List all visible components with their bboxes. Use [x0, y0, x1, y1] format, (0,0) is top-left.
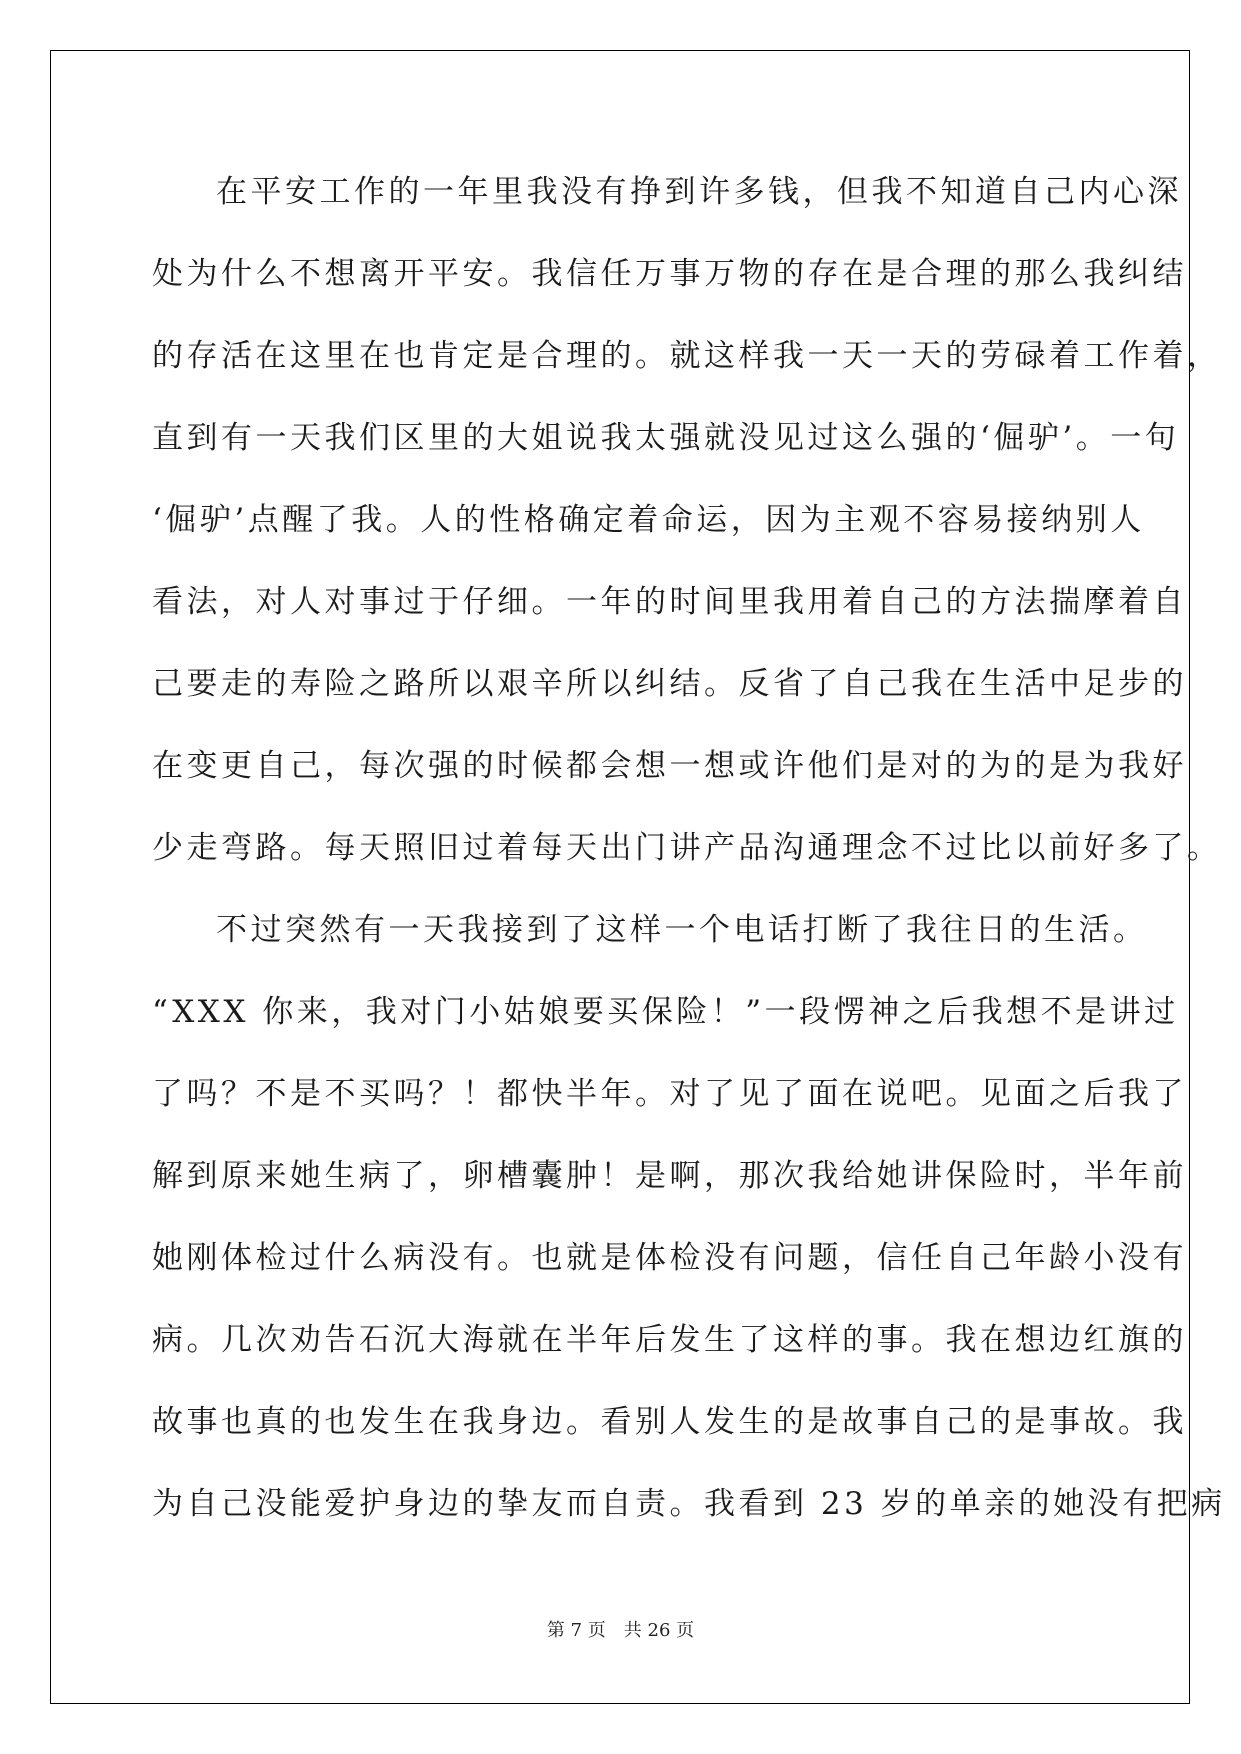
paragraph-1-line-9: 少走弯路。每天照旧过着每天出门讲产品沟通理念不过比以前好多了。: [152, 830, 1222, 866]
page-number-footer: 第 7 页 共 26 页: [546, 1620, 695, 1641]
paragraph-1-line-6: 看法，对人对事过于仔细。一年的时间里我用着自己的方法揣摩着自: [152, 584, 1187, 620]
document-body: [152, 164, 1226, 1558]
paragraph-1-line-4: 直到有一天我们区里的大姐说我太强就没见过这么强的‘倔驴’。一句: [152, 420, 1180, 456]
paragraph-2-line-6: 病。几次劝告石沉大海就在半年后发生了这样的事。我在想边红旗的: [152, 1322, 1187, 1358]
paragraph-2-line-2: “XXX 你来，我对门小姑娘要买保险！”一段愣神之后我想不是讲过: [152, 994, 1179, 1030]
paragraph-1-line-3: 的存活在这里在也肯定是合理的。就这样我一天一天的劳碌着工作着，: [152, 338, 1222, 374]
paragraph-1-line-1: 在平安工作的一年里我没有挣到许多钱，但我不知道自己内心深: [216, 174, 1182, 210]
paragraph-2-line-5: 她刚体检过什么病没有。也就是体检没有问题，信任自己年龄小没有: [152, 1240, 1187, 1276]
paragraph-2-line-3: 了吗？不是不买吗？！都快半年。对了见了面在说吧。见面之后我了: [152, 1076, 1187, 1112]
paragraph-2-line-8: 为自己没能爱护身边的挚友而自责。我看到 23 岁的单亲的她没有把病: [152, 1486, 1226, 1522]
paragraph-1-line-2: 处为什么不想离开平安。我信任万事万物的存在是合理的那么我纠结: [152, 256, 1187, 292]
paragraph-2-line-7: 故事也真的也发生在我身边。看别人发生的是故事自己的是事故。我: [152, 1404, 1187, 1440]
paragraph-2-line-4: 解到原来她生病了，卵槽囊肿！是啊，那次我给她讲保险时，半年前: [152, 1158, 1187, 1194]
paragraph-1-line-5: ‘倔驴’点醒了我。人的性格确定着命运，因为主观不容易接纳别人: [152, 502, 1145, 538]
paragraph-2-line-1: 不过突然有一天我接到了这样一个电话打断了我往日的生活。: [216, 912, 1148, 948]
paragraph-1-line-8: 在变更自己，每次强的时候都会想一想或许他们是对的为的是为我好: [152, 748, 1187, 784]
paragraph-1-line-7: 己要走的寿险之路所以艰辛所以纠结。反省了自己我在生活中足步的: [152, 666, 1187, 702]
